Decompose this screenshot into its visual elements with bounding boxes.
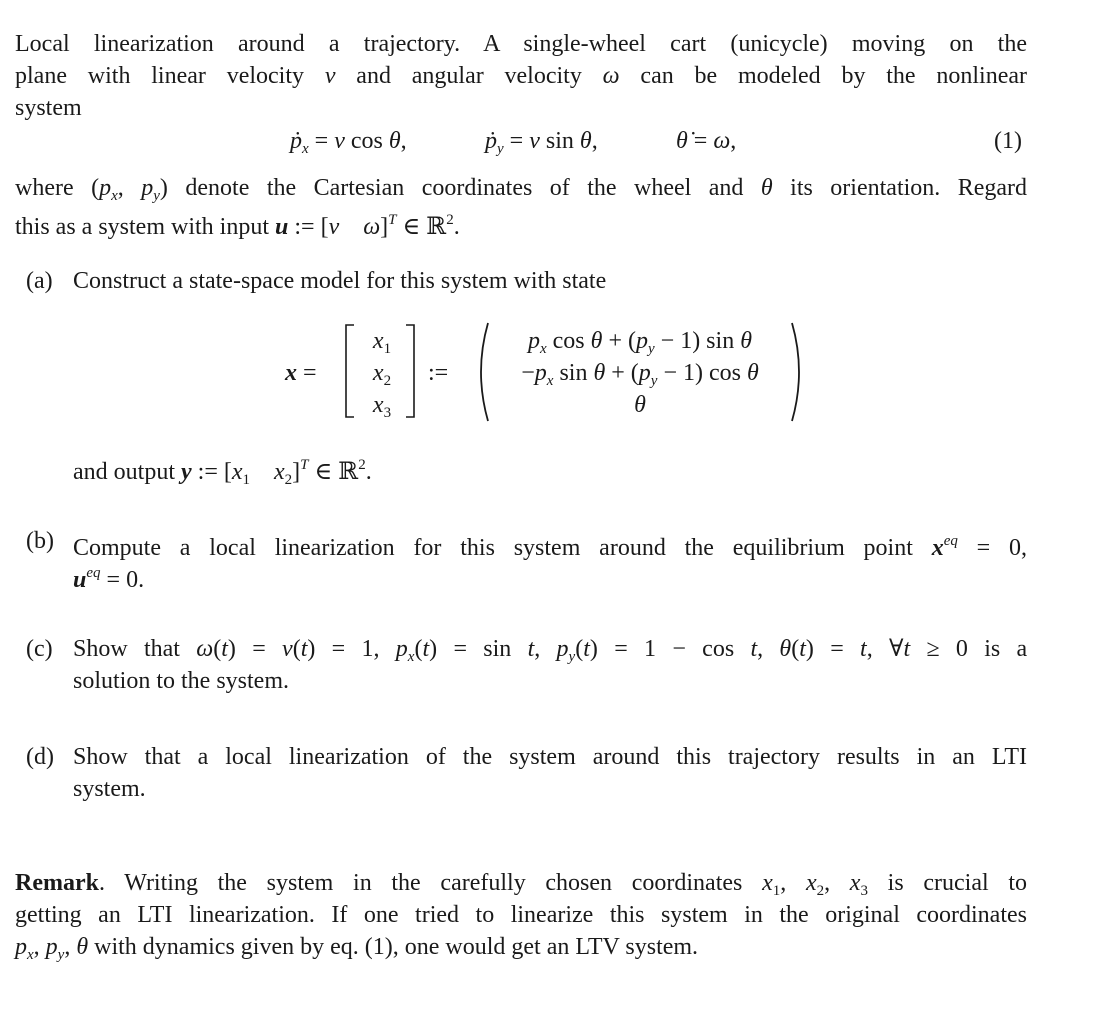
part-d-label: (d)	[26, 744, 54, 770]
intro-line-1-text: A single-wheel cart (unicycle) moving on the	[483, 31, 1027, 57]
where-line-1: where ($p_x$, $p_y$) denote the Cartesian coordinates of the wheel and θ its orientation. Regard	[15, 175, 1028, 204]
part-a-label: (a)	[26, 268, 53, 294]
intro-line-3: system	[15, 95, 82, 121]
where-line-2: this as a system with input u := [v ω]$^T$ ∈ ℝ$^2$.	[15, 212, 460, 240]
equation-px-dot: ṗ$_x$ = v cos θ,	[290, 128, 407, 157]
equation-py-dot: ṗ$_y$ = v sin θ,	[485, 128, 598, 157]
remark-line-2: getting an LTI linearization. If one tried to linearize this system in the original coordinates	[15, 902, 1027, 928]
state-x-symbol: x =	[285, 360, 317, 386]
part-b-label: (b)	[26, 528, 54, 554]
state-x2: $x_2$	[372, 360, 392, 389]
remark-line-3: $p_x$, $p_y$, θ with dynamics given by eq. (1), one would get an LTV system.	[15, 934, 699, 963]
part-a-output: and output y := [$x_1$ $x_2]^T$ ∈ ℝ$^2$.	[73, 457, 372, 488]
state-x3: $x_3$	[372, 392, 392, 421]
state-x1: $x_1$	[372, 328, 392, 357]
part-d-line-1: Show that a local linearization of the system around this trajectory results in an LTI	[73, 744, 1027, 770]
state-def-row-1: $p_x$ $\cos \theta + (p_y - 1)$ sin θ	[527, 328, 752, 357]
equation-theta-dot: θ̇ = ω,	[676, 128, 737, 154]
right-square-bracket	[404, 324, 416, 418]
intro-line-1	[15, 28, 1027, 60]
state-def-row-3: θ	[634, 392, 646, 418]
part-b-line-2: $u^{eq} = 0$.	[73, 565, 145, 593]
remark-label: Remark	[15, 870, 99, 896]
problem-title: Local linearization around a trajectory.	[15, 31, 461, 57]
part-b-line-1: Compute a local linearization for this system around the equilibrium point $x^{eq} = 0$,	[73, 533, 1028, 561]
remark-line-1: Remark. Writing the system in the carefully chosen coordinates $x_1$, $x_2$, $x_3$ is crucial to	[15, 870, 1028, 899]
part-d-line-2: system.	[73, 776, 146, 802]
left-square-bracket	[344, 324, 356, 418]
right-paren	[790, 322, 808, 422]
part-c-label: (c)	[26, 636, 53, 662]
defined-as-symbol: :=	[428, 360, 449, 386]
state-def-row-2: $-p_x$ $\sin \theta + (p_y - 1)$ cos θ	[521, 360, 759, 389]
left-paren	[472, 322, 490, 422]
part-c-line-1: Show that ω(t) = v(t) = 1, $p_x(t) = \sin t$, $p_y(t) = 1 - \cos t$, θ(t) = t, ∀t ≥ 0 is a	[73, 636, 1028, 665]
intro-line-2: plane with linear velocity v and angular velocity ω can be modeled by the nonlinear	[15, 63, 1028, 89]
part-a-text: Construct a state-space model for this system with state	[73, 268, 607, 294]
equation-tag: (1)	[994, 128, 1022, 154]
part-c-line-2: solution to the system.	[73, 668, 289, 694]
